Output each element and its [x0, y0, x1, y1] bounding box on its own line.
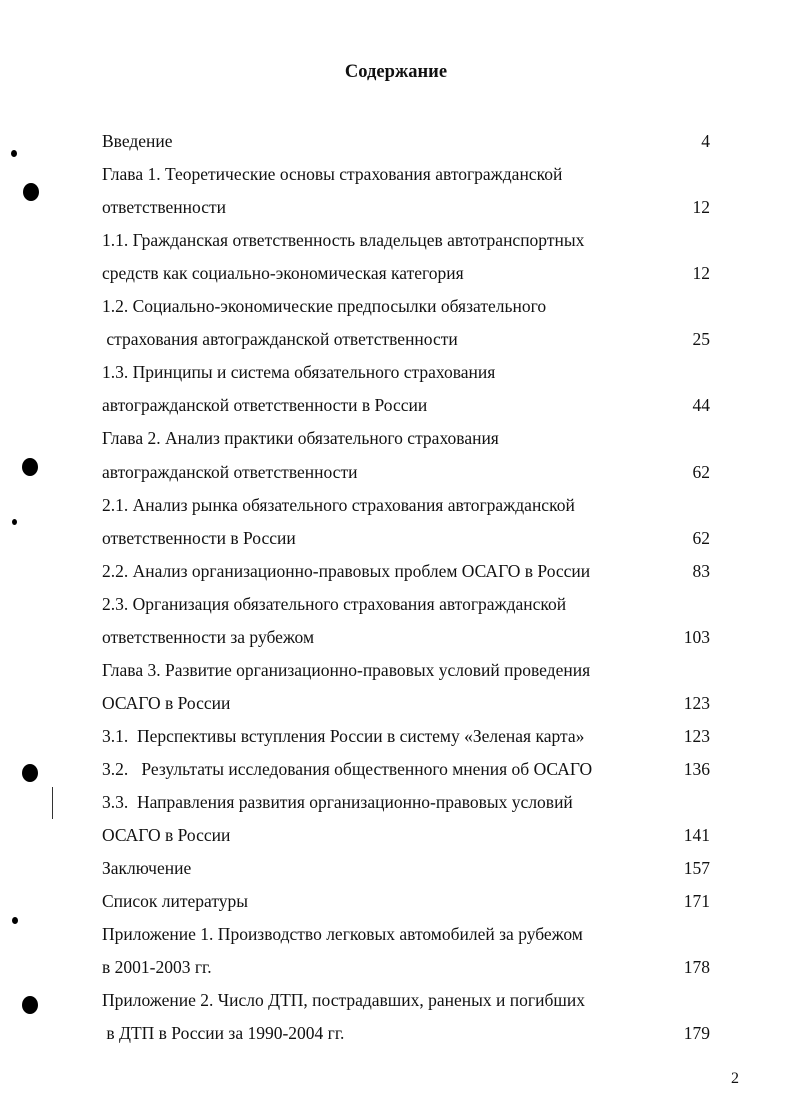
toc-entry: 2.1. Анализ рынка обязательного страхования автогражданской	[102, 495, 575, 515]
toc-entry: 2.2. Анализ организационно-правовых проблем ОСАГО в России	[102, 561, 591, 581]
toc-entry: 2.3. Организация обязательного страхования автогражданской	[102, 594, 567, 614]
toc-entry: 1.1. Гражданская ответственность владельцев автотранспортных	[102, 230, 585, 250]
toc-entry: страхования автогражданской ответственности	[102, 329, 458, 349]
toc-page-number: 178	[683, 957, 710, 977]
scan-speck	[12, 917, 18, 924]
toc-entry: Приложение 1. Производство легковых автомобилей за рубежом	[102, 924, 583, 944]
toc-page-number: 141	[683, 825, 710, 845]
punch-hole	[22, 458, 38, 476]
toc-page-number: 4	[701, 131, 710, 151]
toc-entry: 3.2. Результаты исследования общественного мнения об ОСАГО	[102, 759, 593, 779]
toc-page-number: 25	[692, 329, 710, 349]
toc-entry: 3.1. Перспективы вступления России в систему «Зеленая карта»	[102, 726, 585, 746]
toc-page-number: 62	[692, 528, 710, 548]
toc-entry: ОСАГО в России	[102, 825, 231, 845]
toc-entry: ответственности в России	[102, 528, 296, 548]
toc-entry: ответственности за рубежом	[102, 627, 315, 647]
toc-page-number: 103	[683, 627, 710, 647]
punch-hole	[22, 996, 38, 1014]
page-number: 2	[731, 1070, 739, 1087]
toc-entry: в ДТП в России за 1990-2004 гг.	[102, 1023, 345, 1043]
toc-entry: Глава 3. Развитие организационно-правовых условий проведения	[102, 660, 591, 680]
scan-speck	[12, 519, 17, 525]
toc-page-number: 123	[683, 693, 710, 713]
toc-entry: в 2001-2003 гг.	[102, 957, 212, 977]
toc-entry: ОСАГО в России	[102, 693, 231, 713]
toc-entry: Глава 2. Анализ практики обязательного страхования	[102, 428, 499, 448]
toc-entry: 1.3. Принципы и система обязательного страхования	[102, 362, 496, 382]
toc-entry: автогражданской ответственности в России	[102, 395, 428, 415]
toc-page-number: 44	[692, 395, 710, 415]
scan-speck	[11, 150, 17, 157]
punch-hole	[22, 764, 38, 782]
toc-page-number: 83	[692, 561, 710, 581]
toc-entry: Приложение 2. Число ДТП, пострадавших, раненых и погибших	[102, 990, 585, 1010]
punch-hole	[23, 183, 39, 201]
toc-page-number: 179	[683, 1023, 710, 1043]
toc-page-number: 123	[683, 726, 710, 746]
toc-page-number: 157	[683, 858, 710, 878]
toc-page-number: 171	[683, 891, 710, 911]
page-title: Содержание	[344, 62, 448, 82]
toc-entry: Заключение	[102, 858, 192, 878]
toc-page-number: 62	[692, 462, 710, 482]
toc-entry: средств как социально-экономическая категория	[102, 263, 464, 283]
scan-mark	[52, 787, 53, 819]
toc-page-number: 12	[692, 263, 710, 283]
toc-entry: Список литературы	[102, 891, 249, 911]
toc-entry: Глава 1. Теоретические основы страхования автогражданской	[102, 164, 563, 184]
toc-entry: 3.3. Направления развития организационно-правовых условий	[102, 792, 573, 812]
toc-page-number: 12	[692, 197, 710, 217]
toc-entry: автогражданской ответственности	[102, 462, 358, 482]
toc-page-number: 136	[683, 759, 710, 779]
toc-entry: Введение	[102, 131, 173, 151]
toc-entry: ответственности	[102, 197, 226, 217]
toc-entry: 1.2. Социально-экономические предпосылки обязательного	[102, 296, 547, 316]
